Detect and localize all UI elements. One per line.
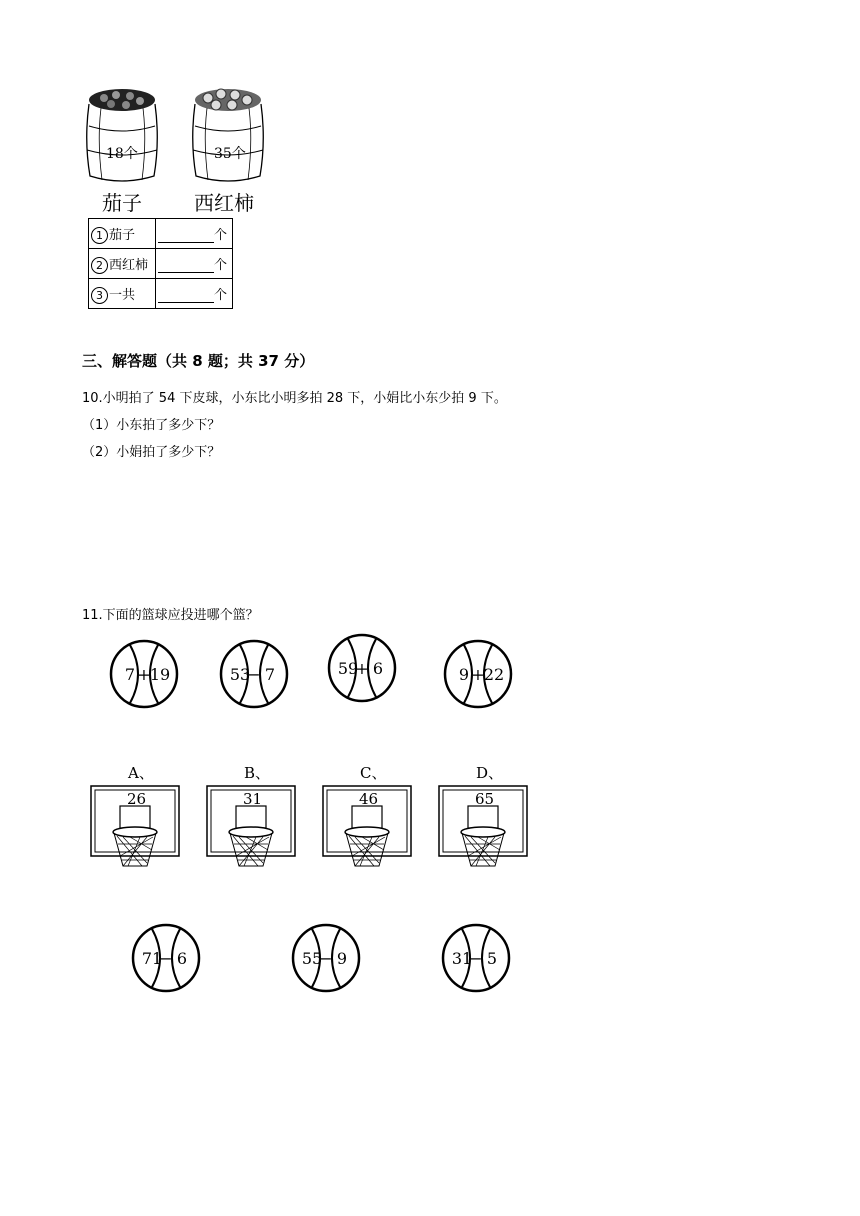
hoop-label: C、: [360, 764, 387, 782]
ball-operand-a: 9: [458, 665, 470, 684]
ball-operand-a: 31: [451, 949, 473, 968]
basketball-icon: [442, 638, 514, 710]
ball-operator: −: [159, 949, 173, 968]
ball-operand-a: 53: [229, 665, 251, 684]
ball-operator: +: [137, 665, 151, 684]
answer-table: [88, 218, 233, 309]
tomato-label: 西红柿: [194, 191, 254, 215]
ball-operand-a: 71: [141, 949, 163, 968]
row-item: 西红柿: [109, 257, 149, 273]
ball-operand-a: 59: [337, 659, 359, 678]
basket-hoop-c[interactable]: [322, 764, 414, 874]
hoop-value: 31: [243, 790, 263, 808]
top-basketball[interactable]: [442, 638, 514, 714]
ball-operand-a: 7: [124, 665, 136, 684]
ball-operand-b: 6: [176, 949, 188, 968]
answer-blank[interactable]: [158, 258, 214, 273]
table-row: 1 茄子 个: [89, 219, 233, 249]
ball-operand-b: 19: [149, 665, 171, 684]
bottom-basketball[interactable]: [440, 922, 512, 998]
basketball-icon: [130, 922, 202, 994]
hoop-icon: [438, 770, 530, 874]
basketball-icon: [218, 638, 290, 710]
hoop-icon: [322, 770, 414, 874]
hoop-value: 46: [359, 790, 379, 808]
answer-blank[interactable]: [158, 288, 214, 303]
basket-hoop-b[interactable]: [206, 764, 298, 874]
ball-operator: −: [319, 949, 333, 968]
ball-operand-b: 7: [264, 665, 276, 684]
top-basketball[interactable]: [326, 632, 398, 708]
row-item: 茄子: [109, 227, 136, 243]
eggplant-label: 茄子: [102, 191, 142, 215]
circled-number: 1: [91, 227, 108, 244]
basketball-icon: [108, 638, 180, 710]
hoop-label: D、: [476, 764, 504, 782]
tomato-barrel: [190, 86, 266, 186]
ball-operator: −: [247, 665, 261, 684]
tomato-count: 35个: [214, 146, 246, 162]
question-10-stem: 10.小明拍了 54 下皮球，小东比小明多拍 28 下，小娟比小东少拍 9 下。: [82, 391, 507, 406]
basketball-icon: [326, 632, 398, 704]
hoop-icon: [206, 770, 298, 874]
bottom-basketball[interactable]: [290, 922, 362, 998]
question-10-sub1: （1）小东拍了多少下？: [82, 418, 221, 433]
ball-operand-b: 22: [483, 665, 505, 684]
hoop-label: A、: [128, 764, 154, 782]
bottom-basketball[interactable]: [130, 922, 202, 998]
basketball-icon: [290, 922, 362, 994]
eggplant-count: 18个: [106, 146, 138, 162]
eggplant-barrel: [84, 86, 160, 186]
ball-operand-a: 55: [301, 949, 323, 968]
top-basketball[interactable]: [108, 638, 180, 714]
hoop-icon: [90, 770, 182, 874]
basketball-icon: [440, 922, 512, 994]
question-10-sub2: （2）小娟拍了多少下？: [82, 445, 221, 460]
ball-operand-b: 6: [372, 659, 384, 678]
top-basketball[interactable]: [218, 638, 290, 714]
section-title: 三、解答题（共 8 题；共 37 分）: [82, 352, 315, 370]
basket-hoop-d[interactable]: [438, 764, 530, 874]
row-item: 一共: [109, 287, 136, 303]
hoop-value: 26: [127, 790, 147, 808]
table-row: 2 西红柿 个: [89, 249, 233, 279]
hoop-value: 65: [475, 790, 495, 808]
circled-number: 3: [91, 287, 108, 304]
basket-hoop-a[interactable]: [90, 764, 182, 874]
circled-number: 2: [91, 257, 108, 274]
ball-operand-b: 9: [336, 949, 348, 968]
ball-operand-b: 5: [486, 949, 498, 968]
hoop-label: B、: [244, 764, 271, 782]
question-11-stem: 11.下面的篮球应投进哪个篮？: [82, 608, 259, 623]
ball-operator: −: [469, 949, 483, 968]
eggplant-barrel-icon: [84, 86, 160, 186]
table-row: 3 一共 个: [89, 279, 233, 309]
answer-blank[interactable]: [158, 228, 214, 243]
ball-operator: +: [355, 659, 369, 678]
tomato-barrel-icon: [190, 86, 266, 186]
ball-operator: +: [471, 665, 485, 684]
